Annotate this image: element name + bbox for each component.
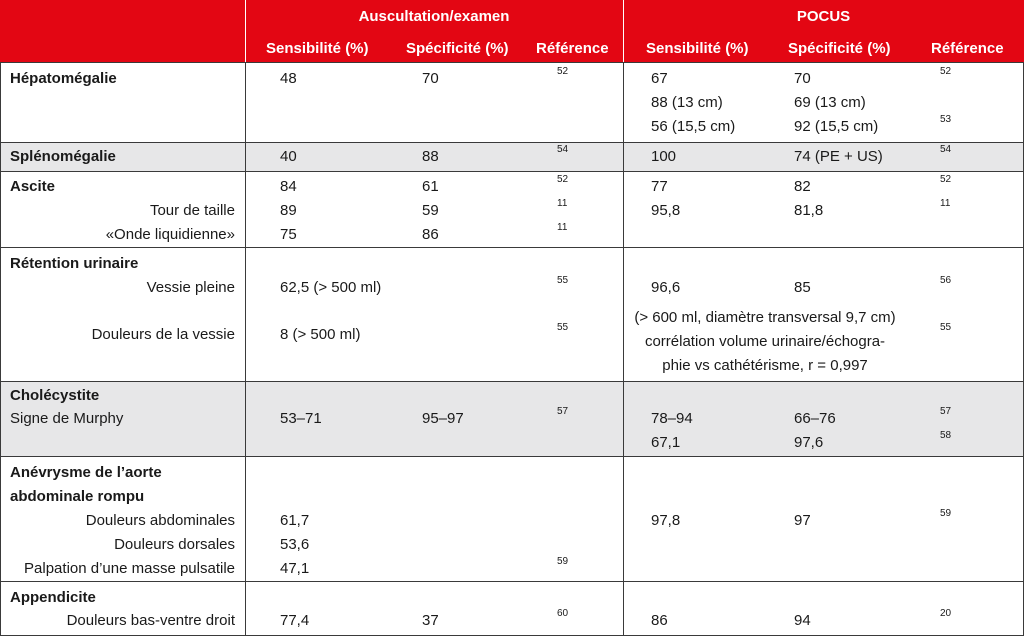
cell-exam-sensitivity: 77,4	[280, 612, 310, 629]
cell-pocus-specificity: 92 (15,5 cm)	[794, 118, 879, 135]
row-band-cholecystite	[0, 382, 1024, 456]
sub-label-douleurs-vessie: Douleurs de la vessie	[91, 326, 235, 343]
cell-pocus-sensitivity: 95,8	[651, 202, 681, 219]
column-divider	[245, 62, 246, 636]
cell-exam-reference: 11	[557, 198, 568, 209]
cell-pocus-sensitivity: 100	[651, 148, 677, 165]
cell-pocus-reference: 54	[940, 144, 952, 155]
cell-pocus-reference: 52	[940, 174, 952, 185]
row-divider	[0, 171, 1024, 172]
cell-exam-sensitivity: 75	[280, 226, 297, 243]
cell-exam-sensitivity: 89	[280, 202, 297, 219]
cell-pocus-note: (> 600 ml, diamètre transversal 9,7 cm)	[634, 309, 896, 326]
cell-pocus-sensitivity: 86	[651, 612, 668, 629]
cell-exam-specificity: 70	[422, 70, 439, 87]
cell-exam-reference: 60	[557, 608, 569, 619]
cell-pocus-reference: 57	[940, 406, 952, 417]
row-divider	[0, 247, 1024, 248]
cell-pocus-specificity: 69 (13 cm)	[794, 94, 866, 111]
sub-label-masse-pulsatile: Palpation d’une masse pulsatile	[24, 560, 235, 577]
row-label-retention-urinaire: Rétention urinaire	[10, 255, 139, 272]
sub-label-vessie-pleine: Vessie pleine	[146, 279, 235, 296]
cell-pocus-specificity: 85	[794, 279, 811, 296]
cell-exam-sensitivity: 8 (> 500 ml)	[280, 326, 361, 343]
cell-pocus-reference: 59	[940, 508, 952, 519]
row-divider	[0, 635, 1024, 636]
cell-exam-sensitivity: 53–71	[280, 410, 322, 427]
cell-exam-reference: 55	[557, 322, 569, 333]
row-divider	[0, 581, 1024, 582]
cell-pocus-specificity: 97	[794, 512, 811, 529]
header-pocus-specificity: Spécificité (%)	[788, 40, 891, 57]
sub-label-douleurs-abdominales: Douleurs abdominales	[85, 512, 235, 529]
row-divider	[0, 456, 1024, 457]
header-exam-reference: Référence	[536, 40, 609, 57]
row-label-cholecystite: Cholécystite	[10, 387, 100, 404]
column-divider	[623, 62, 624, 636]
cell-pocus-specificity: 97,6	[794, 434, 824, 451]
cell-pocus-sensitivity: 97,8	[651, 512, 681, 529]
sub-label-signe-de-murphy: Signe de Murphy	[10, 410, 124, 427]
sub-label-douleurs-bas-ventre: Douleurs bas-ventre droit	[66, 612, 235, 629]
cell-exam-specificity: 61	[422, 178, 439, 195]
cell-pocus-sensitivity: 67	[651, 70, 668, 87]
cell-pocus-sensitivity: 78–94	[651, 410, 693, 427]
header-group-pocus: POCUS	[796, 8, 851, 25]
header-group-exam: Auscultation/examen	[358, 8, 510, 25]
cell-exam-reference: 57	[557, 406, 569, 417]
cell-pocus-specificity: 70	[794, 70, 811, 87]
header-exam-sensitivity: Sensibilité (%)	[266, 40, 369, 57]
cell-exam-specificity: 95–97	[422, 410, 464, 427]
cell-exam-sensitivity: 62,5 (> 500 ml)	[280, 279, 382, 296]
cell-exam-sensitivity: 53,6	[280, 536, 310, 553]
cell-exam-reference: 54	[557, 144, 569, 155]
cell-pocus-reference: 52	[940, 66, 952, 77]
row-label-anevrysme: Anévrysme de l’aorte	[10, 464, 162, 481]
cell-pocus-specificity: 82	[794, 178, 811, 195]
cell-exam-specificity: 86	[422, 226, 439, 243]
row-label-splenomegalie: Splénomégalie	[10, 148, 116, 165]
cell-exam-sensitivity: 40	[280, 148, 297, 165]
header-pocus-sensitivity: Sensibilité (%)	[646, 40, 749, 57]
cell-exam-reference: 11	[557, 222, 568, 233]
cell-exam-sensitivity: 84	[280, 178, 297, 195]
column-divider	[0, 62, 1, 636]
cell-exam-specificity: 37	[422, 612, 439, 629]
sub-label-onde-liquidienne: «Onde liquidienne»	[105, 226, 235, 243]
cell-pocus-sensitivity: 77	[651, 178, 668, 195]
cell-pocus-reference: 20	[940, 608, 952, 619]
cell-pocus-sensitivity: 96,6	[651, 279, 681, 296]
cell-pocus-note: phie vs cathétérisme, r = 0,997	[662, 357, 868, 374]
cell-pocus-reference: 56	[940, 275, 952, 286]
sub-label-douleurs-dorsales: Douleurs dorsales	[114, 536, 235, 553]
row-divider	[0, 142, 1024, 143]
cell-pocus-sensitivity: 88 (13 cm)	[651, 94, 723, 111]
cell-exam-reference: 52	[557, 66, 569, 77]
cell-pocus-note: corrélation volume urinaire/échogra-	[644, 333, 886, 350]
row-label-ascite: Ascite	[10, 178, 56, 195]
row-divider	[0, 62, 1024, 63]
cell-pocus-specificity: 66–76	[794, 410, 836, 427]
cell-exam-sensitivity: 48	[280, 70, 297, 87]
cell-exam-specificity: 88	[422, 148, 439, 165]
cell-exam-reference: 59	[557, 556, 569, 567]
cell-pocus-reference: 55	[940, 322, 952, 333]
cell-exam-sensitivity: 47,1	[280, 560, 310, 577]
cell-exam-specificity: 59	[422, 202, 439, 219]
row-label-anevrysme-line2: abdominale rompu	[10, 488, 145, 505]
cell-pocus-reference: 11	[940, 198, 951, 209]
cell-pocus-sensitivity: 67,1	[651, 434, 681, 451]
header-pocus-reference: Référence	[931, 40, 1004, 57]
cell-pocus-specificity: 74 (PE + US)	[794, 148, 883, 165]
cell-pocus-specificity: 94	[794, 612, 811, 629]
header-exam-specificity: Spécificité (%)	[406, 40, 509, 57]
cell-exam-reference: 52	[557, 174, 569, 185]
cell-pocus-specificity: 81,8	[794, 202, 824, 219]
row-label-hepatomegalie: Hépatomégalie	[10, 70, 117, 87]
cell-exam-reference: 55	[557, 275, 569, 286]
row-divider	[0, 381, 1024, 382]
cell-pocus-reference: 58	[940, 430, 952, 441]
sub-label-tour-de-taille: Tour de taille	[149, 202, 235, 219]
cell-pocus-sensitivity: 56 (15,5 cm)	[651, 118, 736, 135]
cell-exam-sensitivity: 61,7	[280, 512, 310, 529]
cell-pocus-reference: 53	[940, 114, 952, 125]
row-label-appendicite: Appendicite	[10, 589, 96, 606]
